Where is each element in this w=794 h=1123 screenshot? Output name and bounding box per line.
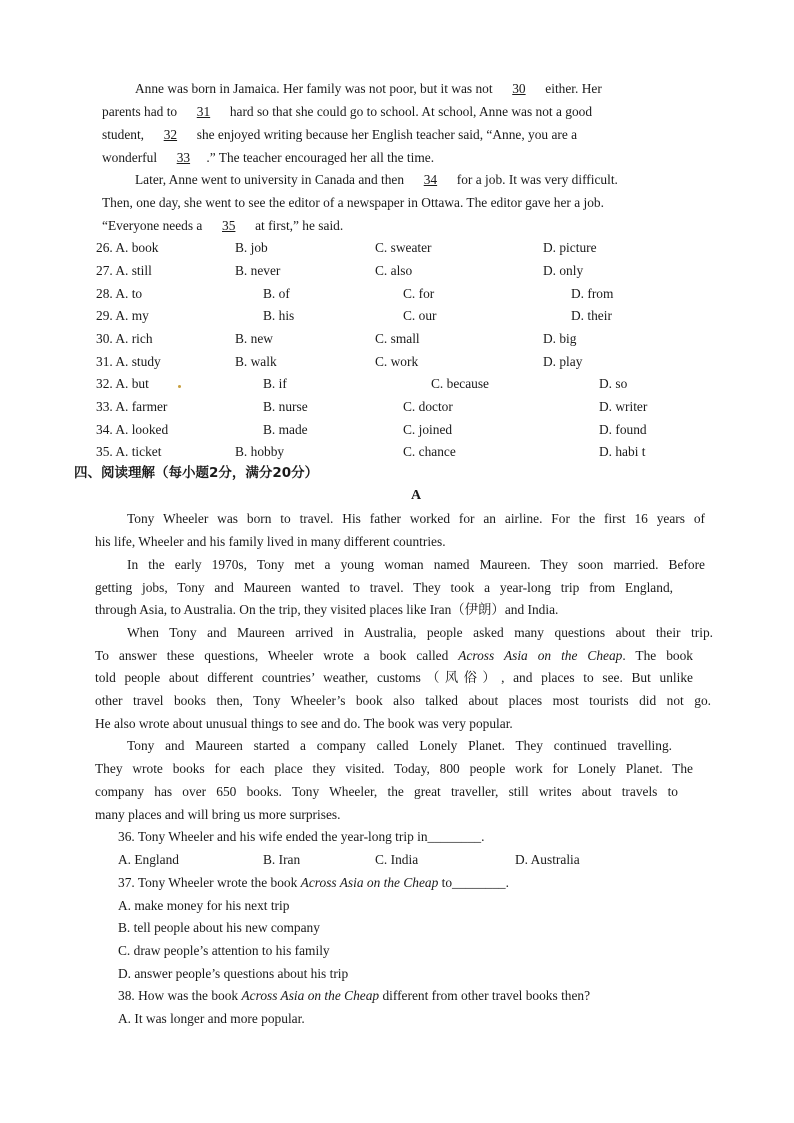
blank-35[interactable]: 35 — [222, 218, 236, 233]
blank-30[interactable]: 30 — [512, 81, 526, 96]
q36-option-b[interactable]: B. Iran — [263, 852, 301, 867]
blank-34[interactable]: 34 — [423, 172, 438, 187]
option[interactable]: D. so — [599, 376, 628, 391]
passage-line: Tony and Maureen started a company called Lonely Planet. They continued travelling. — [127, 738, 672, 753]
option[interactable]: 27. A. still — [96, 263, 152, 278]
q37-option-b[interactable]: B. tell people about his new company — [118, 920, 320, 935]
stray-mark — [178, 385, 181, 388]
option[interactable]: 35. A. ticket — [96, 444, 162, 459]
option[interactable]: D. only — [543, 263, 584, 278]
q36-option-a[interactable]: A. England — [118, 852, 179, 867]
option[interactable]: 34. A. looked — [96, 422, 169, 437]
question-38-stem: 38. How was the book Across Asia on the Cheap different from other travel books then? — [118, 988, 591, 1003]
passage-line: When Tony and Maureen arrived in Australia, people asked many questions about their trip. — [127, 625, 713, 640]
passage-line: Tony Wheeler was born to travel. His father worked for an airline. For the first 16 years of — [127, 511, 705, 526]
passage-line: To answer these questions, Wheeler wrote a book called Across Asia on the Cheap. The book — [95, 648, 693, 663]
option[interactable]: C. doctor — [403, 399, 453, 414]
option[interactable]: D. found — [599, 422, 647, 437]
option[interactable]: 33. A. farmer — [96, 399, 168, 414]
blank-32[interactable]: 32 — [163, 127, 178, 142]
cloze-line: “Everyone needs a 35 at first,” he said. — [102, 218, 344, 233]
blank-31[interactable]: 31 — [196, 104, 211, 119]
option[interactable]: B. of — [263, 286, 290, 301]
passage-line: He also wrote about unusual things to see and do. The book was very popular. — [95, 716, 513, 731]
option[interactable]: D. habi t — [599, 444, 646, 459]
option[interactable]: C. joined — [403, 422, 453, 437]
option[interactable]: 29. A. my — [96, 308, 149, 323]
passage-line: his life, Wheeler and his family lived in many different countries. — [95, 534, 446, 549]
book-title: Across Asia on the Cheap — [458, 648, 623, 663]
option[interactable]: C. sweater — [375, 240, 432, 255]
option[interactable]: C. because — [431, 376, 490, 391]
option[interactable]: C. chance — [403, 444, 456, 459]
question-37-stem: 37. Tony Wheeler wrote the book Across Asia on the Cheap to________. — [118, 875, 509, 890]
option[interactable]: 30. A. rich — [96, 331, 153, 346]
option[interactable]: D. picture — [543, 240, 597, 255]
option[interactable]: B. if — [263, 376, 287, 391]
blank-33[interactable]: 33 — [176, 150, 191, 165]
section-heading: 四、阅读理解（每小题2分，满分20分） — [74, 465, 319, 481]
passage-title: A — [411, 488, 422, 503]
passage-line: many places and will bring us more surprises. — [95, 807, 341, 822]
option[interactable]: B. new — [235, 331, 273, 346]
option[interactable]: D. play — [543, 354, 583, 369]
option[interactable]: 26. A. book — [96, 240, 159, 255]
option[interactable]: B. never — [235, 263, 281, 278]
cloze-line: Later, Anne went to university in Canada and then 34 for a job. It was very difficult. — [135, 172, 618, 187]
option[interactable]: D. their — [571, 308, 612, 323]
option[interactable]: C. for — [403, 286, 435, 301]
q38-option-a[interactable]: A. It was longer and more popular. — [118, 1011, 305, 1026]
passage-line: company has over 650 books. Tony Wheeler, the great traveller, still writes about travels to — [95, 784, 678, 799]
q37-option-a[interactable]: A. make money for his next trip — [118, 898, 290, 913]
cloze-line: parents had to 31 hard so that she could go to school. At school, Anne was not a good — [102, 104, 593, 119]
passage-line: They wrote books for each place they visited. Today, 800 people work for Lonely Planet. The — [95, 761, 693, 776]
option[interactable]: B. his — [263, 308, 295, 323]
option[interactable]: D. writer — [599, 399, 648, 414]
cloze-line: wonderful 33 .” The teacher encouraged her all the time. — [102, 150, 435, 165]
q37-option-c[interactable]: C. draw people’s attention to his family — [118, 943, 330, 958]
passage-line: through Asia, to Australia. On the trip, they visited places like Iran（伊朗）and India. — [95, 602, 559, 617]
q36-option-d[interactable]: D. Australia — [515, 852, 580, 867]
cloze-line: student, 32 she enjoyed writing because her English teacher said, “Anne, you are a — [102, 127, 578, 142]
passage-line: other travel books then, Tony Wheeler’s book also talked about places most tourists did not go. — [95, 693, 711, 708]
option[interactable]: 31. A. study — [96, 354, 161, 369]
passage-line: told people about different countries’ weather, customs（风俗）, and places to see. But unlike — [95, 670, 693, 685]
cloze-line: Anne was born in Jamaica. Her family was not poor, but it was not 30 either. Her — [135, 81, 602, 96]
option[interactable]: 32. A. but — [96, 376, 149, 391]
option[interactable]: C. our — [403, 308, 437, 323]
passage-line: getting jobs, Tony and Maureen wanted to travel. They took a year-long trip from England, — [95, 580, 673, 595]
q36-option-c[interactable]: C. India — [375, 852, 419, 867]
option[interactable]: B. walk — [235, 354, 277, 369]
option[interactable]: 28. A. to — [96, 286, 143, 301]
question-36-stem: 36. Tony Wheeler and his wife ended the year-long trip in________. — [118, 829, 485, 844]
option[interactable]: B. job — [235, 240, 268, 255]
passage-line: In the early 1970s, Tony met a young woman named Maureen. They soon married. Before — [127, 557, 705, 572]
option[interactable]: B. hobby — [235, 444, 285, 459]
option[interactable]: C. also — [375, 263, 413, 278]
option[interactable]: B. made — [263, 422, 308, 437]
cloze-line: Then, one day, she went to see the editor of a newspaper in Ottawa. The editor gave her a job. — [102, 195, 604, 210]
option[interactable]: D. from — [571, 286, 614, 301]
option[interactable]: C. work — [375, 354, 419, 369]
option[interactable]: C. small — [375, 331, 420, 346]
option[interactable]: D. big — [543, 331, 577, 346]
option[interactable]: B. nurse — [263, 399, 308, 414]
q37-option-d[interactable]: D. answer people’s questions about his trip — [118, 966, 349, 981]
